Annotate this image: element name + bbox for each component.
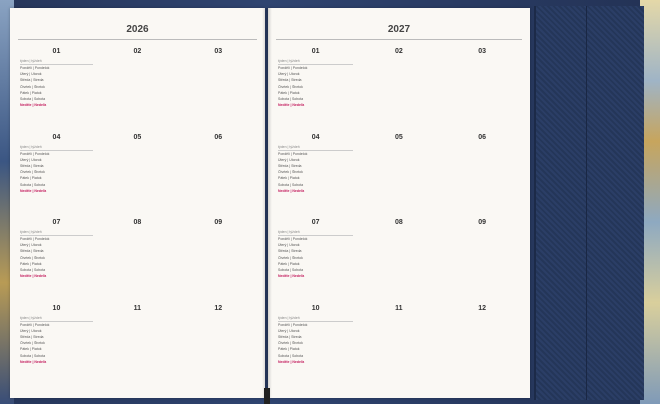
month-number: 01 — [311, 48, 320, 55]
weekday-label: Pondělí | Pondelok — [20, 151, 50, 156]
week-header-label: týden | týždeň — [278, 316, 353, 322]
left-month-04 — [16, 132, 97, 214]
right-month-04 — [274, 132, 357, 214]
weekday-label: Neděle | Nedeľa — [20, 274, 47, 279]
month-number: 10 — [311, 304, 320, 312]
month-number: 09 — [478, 219, 487, 226]
right-month-02 — [357, 46, 440, 128]
month-number: 09 — [214, 219, 223, 226]
weekday-label: Středa | Streda — [278, 334, 302, 339]
weekday-label: Pondělí | Pondelok — [20, 322, 50, 327]
weekday-label: Úterý | Utorok — [278, 72, 300, 77]
weekday-label: Sobota | Sobota — [20, 353, 46, 358]
month-number: 05 — [133, 133, 142, 141]
month-number: 08 — [394, 219, 403, 226]
weekday-label: Neděle | Nedeľa — [20, 188, 47, 193]
weekday-label: Čtvrtek | Štvrtok — [278, 341, 303, 346]
month-number: 04 — [311, 133, 320, 141]
month-number: 05 — [394, 133, 403, 141]
weekday-label: Úterý | Utorok — [278, 243, 300, 248]
weekday-label: Sobota | Sobota — [278, 268, 304, 272]
weekday-label: Pondělí | Pondelok — [20, 66, 50, 70]
weekday-label: Úterý | Utorok — [278, 328, 300, 333]
left-month-grid — [16, 46, 259, 388]
weekday-label: Pátek | Piatok — [278, 347, 300, 352]
week-header-label: týden | týždeň — [20, 145, 93, 151]
weekday-label: Středa | Streda — [20, 249, 44, 254]
weekday-label: Úterý | Utorok — [20, 328, 42, 333]
right-month-03 — [441, 46, 524, 128]
left-year-rule — [18, 39, 257, 40]
weekday-label: Pondělí | Pondelok — [278, 237, 308, 241]
month-number: 10 — [52, 304, 61, 312]
weekday-label: Sobota | Sobota — [20, 97, 46, 101]
left-month-07 — [16, 217, 97, 299]
month-number: 06 — [478, 133, 487, 141]
weekday-label: Čtvrtek | Štvrtok — [20, 84, 45, 89]
weekday-label: Středa | Streda — [278, 78, 302, 83]
month-number: 11 — [133, 304, 142, 312]
weekday-label: Pátek | Piatok — [20, 347, 42, 352]
left-month-02 — [97, 46, 178, 128]
weekday-label: Čtvrtek | Štvrtok — [278, 84, 303, 89]
month-number: 04 — [52, 133, 61, 141]
book-gutter — [262, 8, 272, 398]
weekday-label: Čtvrtek | Štvrtok — [20, 170, 45, 175]
right-month-07 — [274, 217, 357, 299]
weekday-label: Neděle | Nedeľa — [278, 188, 305, 193]
left-month-01 — [16, 46, 97, 128]
left-month-10 — [16, 303, 97, 385]
left-year: 2026 — [126, 24, 149, 35]
weekday-label: Úterý | Utorok — [20, 157, 42, 162]
weekday-label: Pátek | Piatok — [278, 261, 300, 266]
weekday-label: Sobota | Sobota — [278, 182, 304, 187]
weekday-label: Úterý | Utorok — [20, 243, 42, 248]
weekday-label: Pátek | Piatok — [20, 90, 42, 95]
weekday-label: Sobota | Sobota — [20, 268, 46, 272]
weekday-label: Pondělí | Pondelok — [20, 237, 50, 241]
weekday-label: Neděle | Nedeľa — [20, 103, 47, 108]
left-month-03 — [178, 46, 259, 128]
week-header-label: týden | týždeň — [278, 59, 353, 65]
week-header-label: týden | týždeň — [20, 316, 93, 322]
month-number: 01 — [52, 48, 61, 55]
weekday-label: Pondělí | Pondelok — [278, 322, 308, 327]
month-number: 07 — [52, 219, 61, 226]
left-month-12 — [178, 303, 259, 385]
weekday-label: Neděle | Nedeľa — [278, 274, 305, 279]
weekday-label: Neděle | Nedeľa — [20, 359, 47, 364]
month-number: 12 — [214, 304, 223, 312]
left-month-11 — [97, 303, 178, 385]
left-month-06 — [178, 132, 259, 214]
weekday-label: Pátek | Piatok — [20, 176, 42, 181]
weekday-label: Středa | Streda — [20, 334, 44, 339]
right-month-grid — [274, 46, 524, 388]
weekday-label: Sobota | Sobota — [278, 353, 304, 358]
weekday-label: Úterý | Utorok — [20, 72, 42, 77]
weekday-label: Pátek | Piatok — [20, 261, 42, 266]
month-number: 06 — [214, 133, 223, 141]
weekday-label: Sobota | Sobota — [20, 182, 46, 187]
bookmark-ribbon — [264, 388, 270, 404]
right-year-rule — [276, 39, 522, 40]
month-number: 02 — [394, 48, 403, 55]
month-number: 12 — [478, 304, 487, 312]
right-month-11 — [357, 303, 440, 385]
right-month-06 — [441, 132, 524, 214]
weekday-label: Neděle | Nedeľa — [278, 103, 305, 108]
right-month-12 — [441, 303, 524, 385]
weekday-label: Pátek | Piatok — [278, 90, 300, 95]
flap-seam — [586, 6, 587, 400]
left-month-05 — [97, 132, 178, 214]
weekday-label: Čtvrtek | Štvrtok — [278, 255, 303, 260]
cover-flap — [534, 6, 644, 400]
weekday-label: Pátek | Piatok — [278, 176, 300, 181]
month-number: 02 — [133, 48, 142, 55]
weekday-label: Sobota | Sobota — [278, 97, 304, 101]
week-header-label: týden | týždeň — [278, 230, 353, 236]
right-month-01 — [274, 46, 357, 128]
week-header-label: týden | týždeň — [20, 230, 93, 236]
weekday-label: Středa | Streda — [20, 78, 44, 83]
right-month-09 — [441, 217, 524, 299]
right-month-08 — [357, 217, 440, 299]
week-header-label: týden | týždeň — [20, 59, 93, 65]
left-month-09 — [178, 217, 259, 299]
weekday-label: Čtvrtek | Štvrtok — [278, 170, 303, 175]
right-year: 2027 — [387, 24, 411, 35]
left-page — [10, 8, 265, 398]
weekday-label: Středa | Streda — [278, 249, 302, 254]
weekday-label: Pondělí | Pondelok — [278, 66, 308, 70]
month-number: 03 — [478, 48, 487, 55]
month-number: 07 — [311, 219, 320, 226]
month-number: 11 — [395, 304, 403, 312]
right-month-05 — [357, 132, 440, 214]
month-number: 08 — [133, 219, 142, 226]
week-header-label: týden | týždeň — [278, 145, 353, 151]
right-page — [268, 8, 530, 398]
left-month-08 — [97, 217, 178, 299]
weekday-label: Středa | Streda — [20, 163, 44, 168]
weekday-label: Úterý | Utorok — [278, 157, 300, 162]
weekday-label: Středa | Streda — [278, 163, 302, 168]
weekday-label: Neděle | Nedeľa — [278, 359, 305, 364]
month-number: 03 — [214, 48, 223, 55]
right-month-10 — [274, 303, 357, 385]
weekday-label: Čtvrtek | Štvrtok — [20, 255, 45, 260]
weekday-label: Pondělí | Pondelok — [278, 151, 308, 156]
weekday-label: Čtvrtek | Štvrtok — [20, 341, 45, 346]
